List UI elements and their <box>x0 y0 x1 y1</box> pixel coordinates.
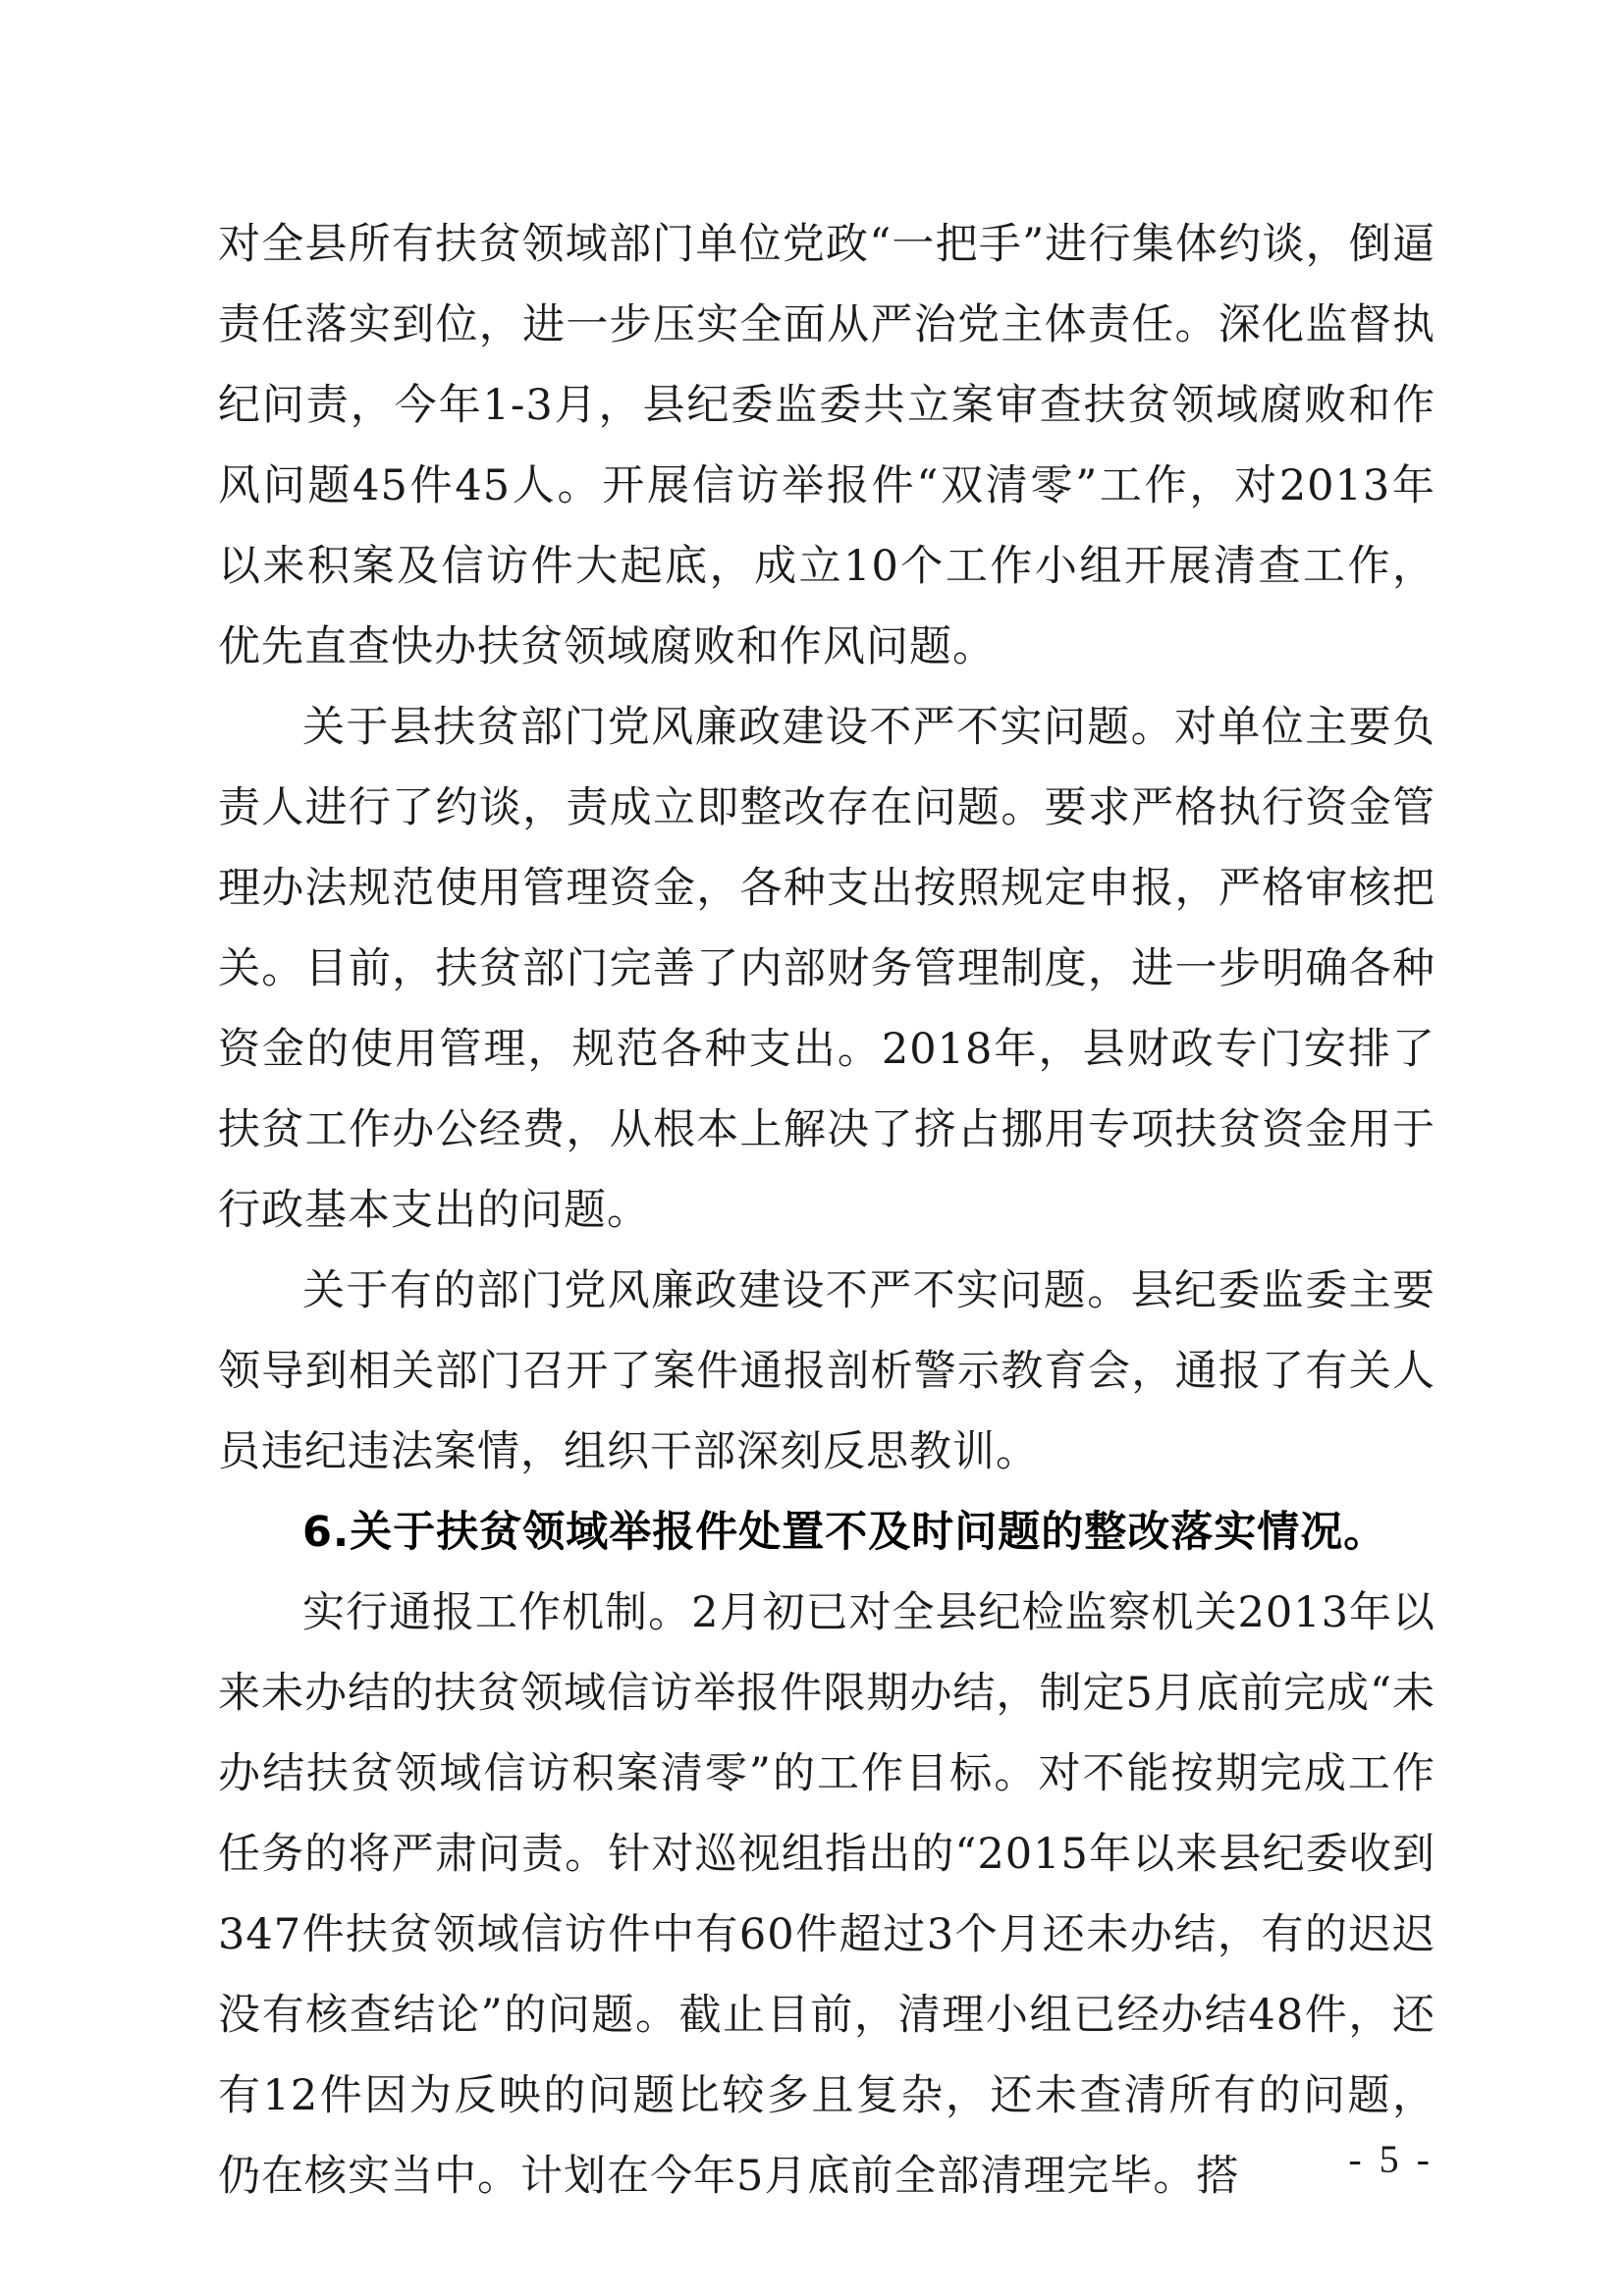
page-number: - 5 - <box>1348 2137 1434 2181</box>
body-text <box>218 204 1435 2216</box>
paragraph-notification-mechanism: 实行通报工作机制。2月初已对全县纪检监察机关2013年以来未办结的扶贫领域信访举报件限期办结，制定5月底前完成“未办结扶贫领域信访积案清零”的工作目标。对不能按期完成工作任务的将严肃问责。针对巡视组指出的“2015年以来县纪委收到347件扶贫领域信访件中有60件超过3个月还未办结，有的迟迟没有核查结论”的问题。截止目前，清理小组已经办结48件，还有12件因为反映的问题比较多且复杂，还未查清所有的问题，仍在核实当中。计划在今年5月底前全部清理完毕。搭 <box>218 1588 1435 2201</box>
section-heading-6: 6.关于扶贫领域举报件处置不及时问题的整改落实情况。 <box>302 1508 1387 1557</box>
paragraph-poverty-dept: 关于县扶贫部门党风廉政建设不严不实问题。对单位主要负责人进行了约谈，责成立即整改存在问题。要求严格执行资金管理办法规范使用管理资金，各种支出按照规定申报，严格审核把关。目前，扶贫部门完善了内部财务管理制度，进一步明确各种资金的使用管理，规范各种支出。2018年，县财政专门安排了扶贫工作办公经费，从根本上解决了挤占挪用专项扶贫资金用于行政基本支出的问题。 <box>218 703 1435 1235</box>
paragraph-continuation: 对全县所有扶贫领域部门单位党政“一把手”进行集体约谈，倒逼责任落实到位，进一步压实全面从严治党主体责任。深化监督执纪问责，今年1-3月，县纪委监委共立案审查扶贫领域腐败和作风问题45件45人。开展信访举报件“双清零”工作，对2013年以来积案及信访件大起底，成立10个工作小组开展清查工作，优先直查快办扶贫领域腐败和作风问题。 <box>218 220 1435 671</box>
paragraph-some-depts: 关于有的部门党风廉政建设不严不实问题。县纪委监委主要领导到相关部门召开了案件通报剖析警示教育会，通报了有关人员违纪违法案情，组织干部深刻反思教训。 <box>218 1266 1435 1476</box>
